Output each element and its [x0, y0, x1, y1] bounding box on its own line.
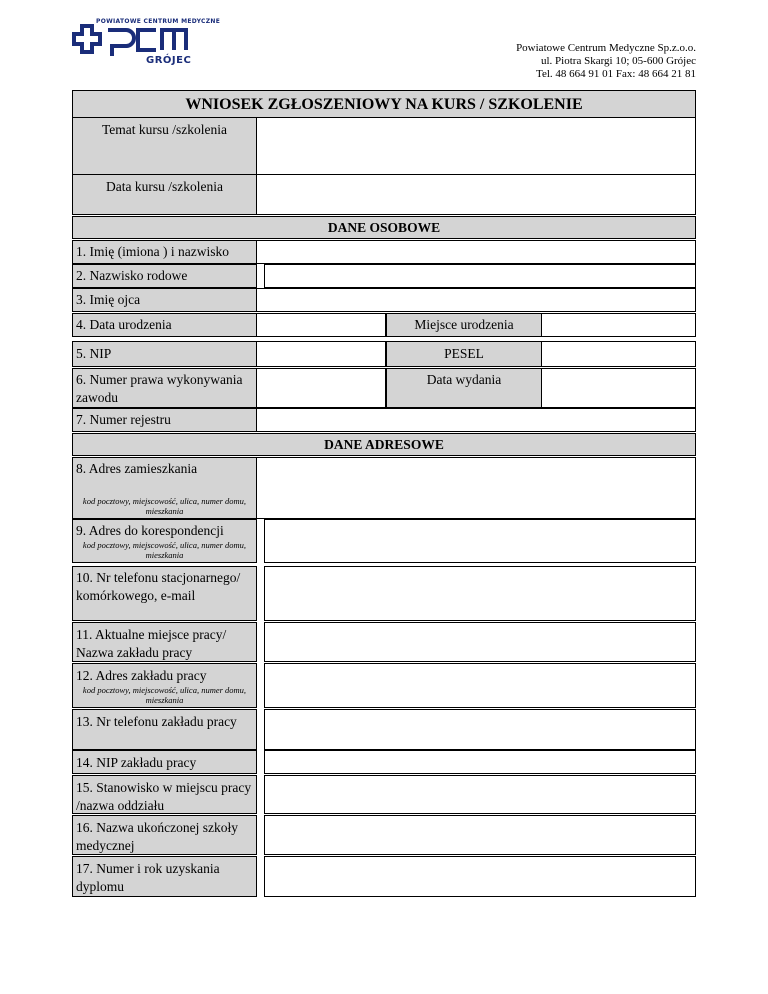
org-phone: Tel. 48 664 91 01 Fax: 48 664 21 81	[536, 68, 696, 80]
correspondence-address-field[interactable]	[264, 519, 696, 563]
course-topic-label: Temat kursu /szkolenia	[72, 117, 257, 175]
issue-date-label: Data wydania	[386, 368, 542, 408]
medical-school-field[interactable]	[264, 815, 696, 855]
workplace-address-field[interactable]	[264, 663, 696, 708]
workplace-address-title: 12. Adres zakładu pracy	[76, 668, 207, 683]
position-field[interactable]	[264, 775, 696, 814]
pesel-label: PESEL	[386, 341, 542, 367]
license-number-field[interactable]	[256, 368, 386, 408]
full-name-field[interactable]	[256, 240, 696, 264]
home-address-title: 8. Adres zamieszkania	[76, 461, 198, 476]
phone-email-label: 10. Nr telefonu stacjonarnego/ komórkowego, e-mail	[72, 566, 257, 621]
register-number-field[interactable]	[256, 408, 696, 432]
birth-place-label: Miejsce urodzenia	[386, 313, 542, 337]
workplace-nip-label: 14. NIP zakładu pracy	[72, 750, 257, 774]
home-address-label	[72, 457, 257, 519]
logo-city: GRÓJEC	[146, 55, 192, 66]
nip-label: 5. NIP	[72, 341, 257, 367]
course-date-label: Data kursu /szkolenia	[72, 174, 257, 215]
org-address: ul. Piotra Skargi 10; 05-600 Grójec	[541, 55, 696, 67]
section-personal-data: DANE OSOBOWE	[72, 216, 696, 239]
form-title: WNIOSEK ZGŁOSZENIOWY NA KURS / SZKOLENIE	[72, 90, 696, 118]
workplace-phone-label: 13. Nr telefonu zakładu pracy	[72, 709, 257, 750]
diploma-label: 17. Numer i rok uzyskania dyplomu	[72, 856, 257, 897]
full-name-label: 1. Imię (imiona ) i nazwisko	[72, 240, 257, 264]
logo-tagline: POWIATOWE CENTRUM MEDYCZNE	[96, 18, 221, 25]
workplace-address-hint: kod pocztowy, miejscowość, ulica, numer domu, mieszkania	[82, 685, 247, 705]
father-name-label: 3. Imię ojca	[72, 288, 257, 312]
course-date-field[interactable]	[256, 174, 696, 215]
diploma-field[interactable]	[264, 856, 696, 897]
position-label: 15. Stanowisko w miejscu pracy /nazwa oddziału	[72, 775, 257, 814]
family-name-label: 2. Nazwisko rodowe	[72, 264, 257, 288]
medical-school-label: 16. Nazwa ukończonej szkoły medycznej	[72, 815, 257, 855]
home-address-field[interactable]	[256, 457, 696, 519]
birth-place-field[interactable]	[541, 313, 696, 337]
issue-date-field[interactable]	[541, 368, 696, 408]
section-address-data: DANE ADRESOWE	[72, 433, 696, 456]
phone-email-field[interactable]	[264, 566, 696, 621]
pesel-field[interactable]	[541, 341, 696, 367]
correspondence-address-label	[72, 519, 257, 563]
family-name-field[interactable]	[264, 264, 696, 288]
license-number-label: 6. Numer prawa wykonywania zawodu	[72, 368, 257, 408]
course-topic-field[interactable]	[256, 117, 696, 175]
workplace-phone-field[interactable]	[264, 709, 696, 750]
pcm-logo	[68, 18, 221, 72]
workplace-field[interactable]	[264, 622, 696, 662]
workplace-label: 11. Aktualne miejsce pracy/ Nazwa zakładu pracy	[72, 622, 257, 662]
home-address-hint: kod pocztowy, miejscowość, ulica, numer domu, mieszkania	[82, 496, 247, 516]
register-number-label: 7. Numer rejestru	[72, 408, 257, 432]
org-name: Powiatowe Centrum Medyczne Sp.z.o.o.	[516, 42, 696, 54]
workplace-address-label	[72, 663, 257, 708]
correspondence-address-hint: kod pocztowy, miejscowość, ulica, numer domu, mieszkania	[82, 540, 247, 560]
birth-date-field[interactable]	[256, 313, 386, 337]
organization-info	[516, 42, 696, 81]
birth-date-label: 4. Data urodzenia	[72, 313, 257, 337]
workplace-nip-field[interactable]	[264, 750, 696, 774]
nip-field[interactable]	[256, 341, 386, 367]
correspondence-address-title: 9. Adres do korespondencji	[76, 523, 224, 538]
father-name-field[interactable]	[256, 288, 696, 312]
